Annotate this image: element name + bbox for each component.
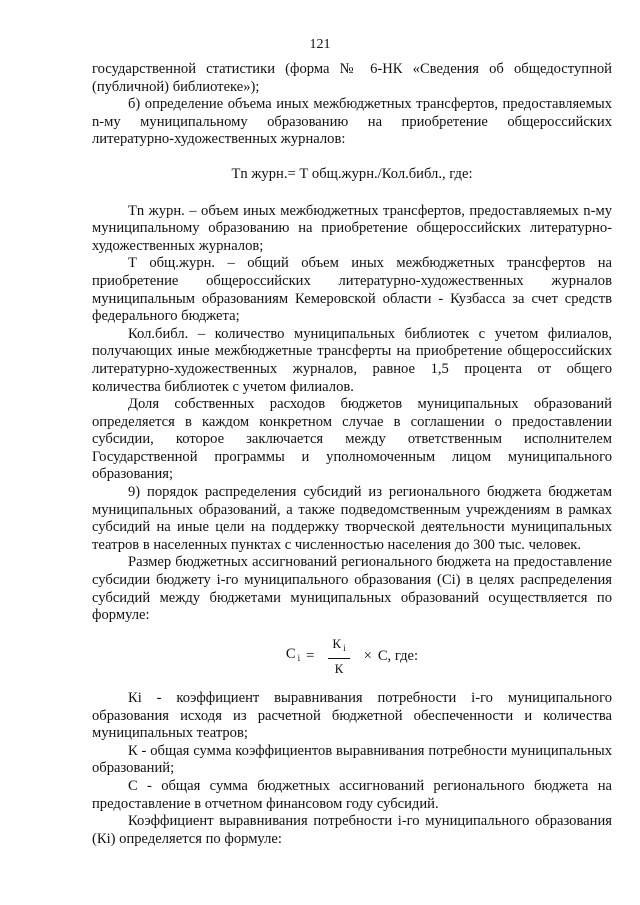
paragraph-9: К - общая сумма коэффициентов выравнивания потребности муниципальных образований; — [92, 742, 612, 777]
formula-lhs: С $_i$ — [285, 645, 301, 663]
page-number: 121 — [309, 37, 331, 52]
paragraph-2: Тn журн. – объем иных межбюджетных трансфертов, предоставляемых n-му муниципальному образованию на приобретение общероссийских литературно-художественных журналов; — [92, 202, 612, 254]
formula-subsidy — [92, 635, 612, 678]
fraction-numerator: К $_i$ — [328, 635, 349, 660]
paragraph-10: С - общая сумма бюджетных ассигнований регионального бюджета на предоставление в отчетном финансовом году субсидий. — [92, 777, 612, 812]
paragraph-7: Размер бюджетных ассигнований регионального бюджета на предоставление субсидии бюджету i-го муниципального образования (Сi) в целях распределения субсидий между бюджетами муниципальных образований осуществляется по формуле: — [92, 554, 612, 624]
paragraph-3: Т общ.журн. – общий объем иных межбюджетных трансфертов на приобретение общероссийских литературно-художественных журналов муниципальным образованиям Кемеровской области - Кузбасса за счет средств федерального бюджета; — [92, 255, 612, 325]
paragraph-5: Доля собственных расходов бюджетов муниципальных образований определяется в каждом конкретном случае в соглашении о предоставлении субсидии, которое заключается между ответственным исполнителем Государственной программы и уполномоченным лицом муниципального образования; — [92, 396, 612, 483]
fraction-denominator: К — [334, 661, 344, 677]
formula-journals: Тn журн.= Т общ.журн./Кол.библ., где: — [231, 165, 473, 182]
paragraph-0: государственной статистики (форма № 6-НК «Сведения об общедоступной (публичной) библиотеке»); — [92, 61, 612, 95]
formula-times: × — [363, 647, 372, 664]
paragraph-4: Кол.библ. – количество муниципальных библиотек с учетом филиалов, получающих иные межбюджетные трансферты на приобретение общероссийских литературно-художественных журналов, равное 1,5 процента от общего количества библиотек с учетом филиалов. — [92, 325, 612, 395]
paragraph-6: 9) порядок распределения субсидий из регионального бюджета бюджетам муниципальных образований, а также подведомственным учреждениям в рамках субсидий на иные цели на поддержку творческой деятельности муниципальных театров в населенных пунктах с численностью населения до 300 тыс. человек. — [92, 484, 612, 553]
document-body — [92, 61, 612, 848]
paragraph-1: б) определение объема иных межбюджетных трансфертов, предоставляемых n-му муниципальному образованию на приобретение общероссийских литературно-художественных журналов: — [92, 96, 612, 148]
paragraph-8: Кi - коэффициент выравнивания потребности i-го муниципального образования исходя из расчетной бюджетной обеспеченности и количества муниципальных театров; — [92, 690, 612, 742]
paragraph-11: Коэффициент выравнивания потребности i-го муниципального образования (Кi) определяется по формуле: — [92, 813, 612, 847]
formula-fraction — [328, 635, 349, 678]
formula-rhs: С, где: — [377, 647, 419, 664]
formula-equals: = — [306, 647, 315, 664]
